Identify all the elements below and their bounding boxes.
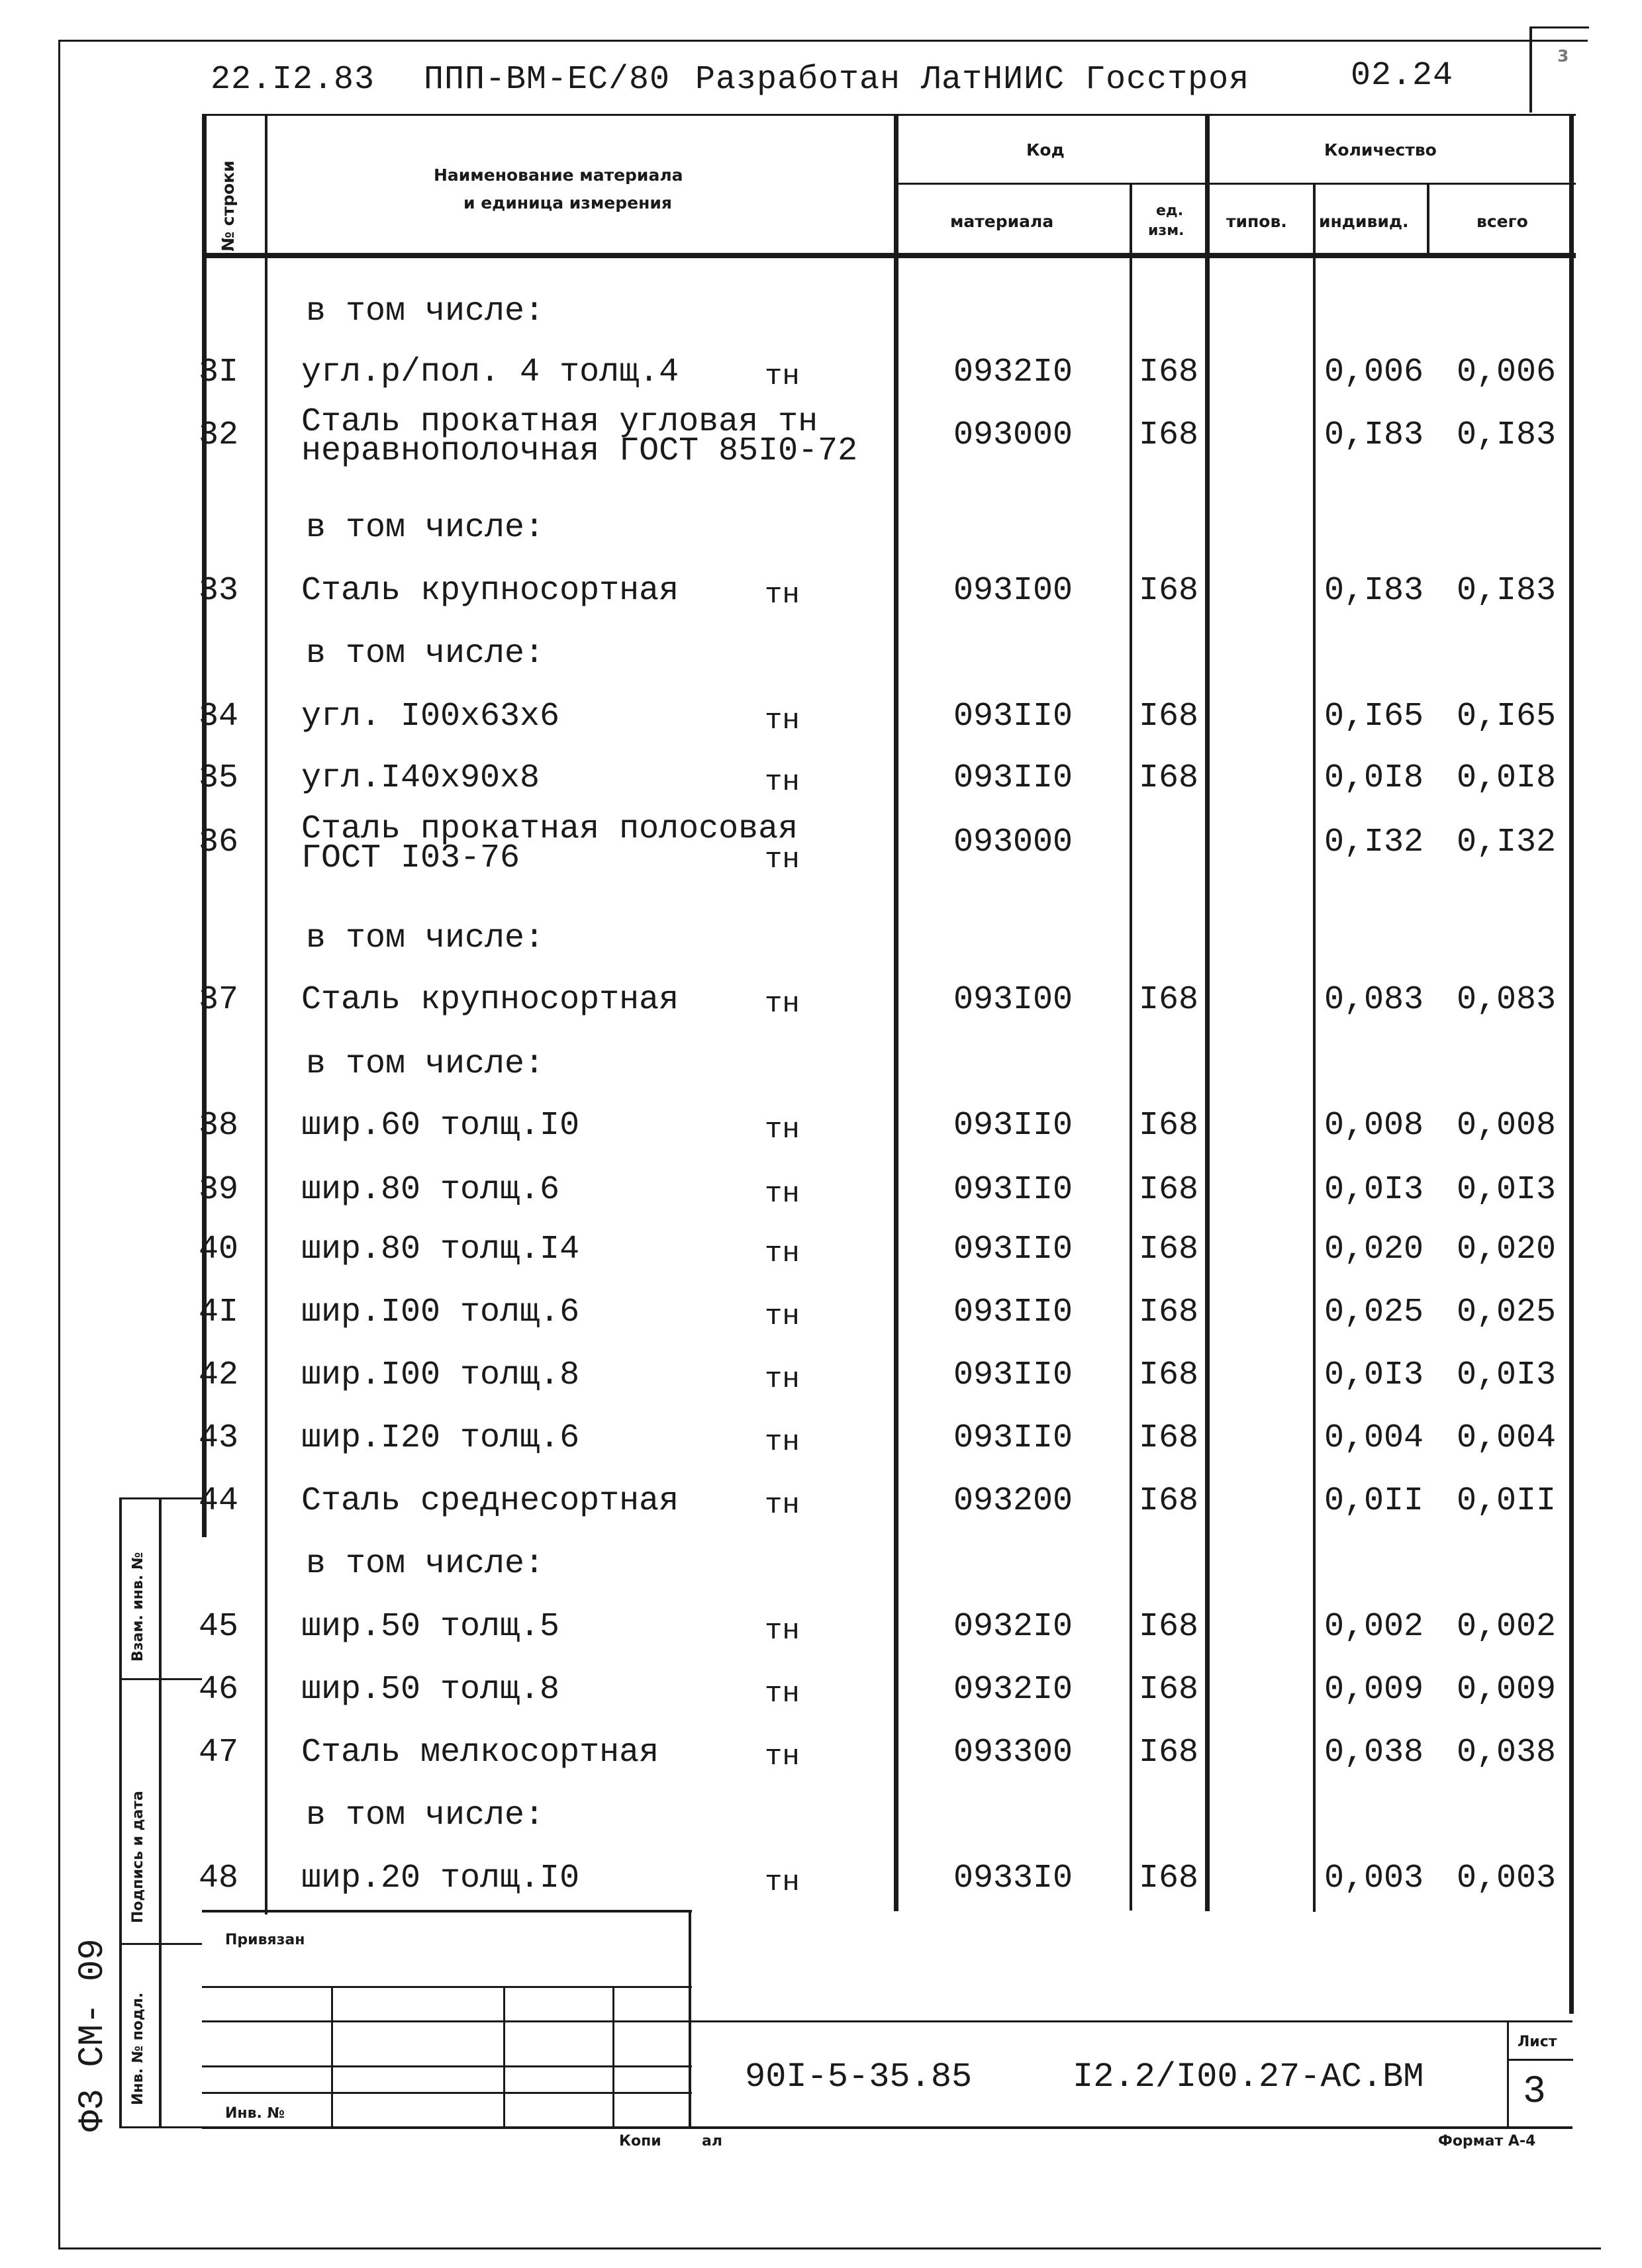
- row-material-name: Сталь прокатная угловая тн: [301, 403, 818, 441]
- row-material-code: 093II0: [953, 759, 1073, 797]
- stamp-row-2: [202, 2020, 1572, 2022]
- row-material-name: шир.80 толщ.6: [301, 1171, 560, 1209]
- table-row: [0, 1284, 1642, 1337]
- table-row: [0, 1662, 1642, 1715]
- table-row: [0, 1410, 1642, 1463]
- row-material-code: 093II0: [953, 1107, 1073, 1145]
- row-material-name: шир.I20 толщ.6: [301, 1419, 580, 1457]
- row-material-name: в том числе:: [306, 293, 545, 330]
- row-qty-total: 0,038: [1457, 1734, 1557, 1772]
- sidebar-border-left: [119, 1497, 122, 2126]
- row-qty-total: 0,0I3: [1457, 1356, 1557, 1394]
- row-material-code: 093I00: [953, 981, 1073, 1019]
- table-row: [0, 1599, 1642, 1652]
- header-name: Наименование материала: [434, 165, 683, 185]
- sidebar-top: [119, 1497, 202, 1499]
- row-qty-individual: 0,083: [1324, 981, 1424, 1019]
- row-material-name: в том числе:: [306, 920, 545, 957]
- table-row: [0, 810, 1642, 877]
- row-unit-code: I68: [1139, 1860, 1199, 1897]
- row-number: 36: [199, 824, 239, 861]
- row-unit-code: I68: [1139, 572, 1199, 610]
- stamp-col-3: [612, 1986, 614, 2126]
- row-qty-individual: 0,025: [1324, 1294, 1424, 1331]
- header-qty-group: Количество: [1324, 140, 1437, 160]
- table-row: [0, 1162, 1642, 1215]
- sheet-box-divider: [1507, 2059, 1573, 2061]
- row-material-code: 093II0: [953, 1171, 1073, 1209]
- row-unit: тн: [765, 704, 800, 737]
- row-material-name: в том числе:: [306, 1545, 545, 1583]
- row-number: 3I: [199, 354, 239, 391]
- row-unit-code: I68: [1139, 981, 1199, 1019]
- row-qty-individual: 0,I83: [1324, 572, 1424, 610]
- row-unit-code: I68: [1139, 1482, 1199, 1520]
- sidebar-vzam: Взам. инв. №: [130, 1552, 146, 1662]
- stamp-row-1: [202, 1986, 692, 1988]
- row-unit: тн: [765, 988, 800, 1021]
- row-unit: тн: [765, 1300, 800, 1333]
- sidebar-stamp: Ф3 СМ- 09: [73, 1938, 113, 2132]
- row-number: 47: [199, 1734, 239, 1772]
- corner-number: 3: [1557, 46, 1569, 66]
- row-unit: тн: [765, 843, 800, 876]
- row-unit-code: I68: [1139, 1294, 1199, 1331]
- table-row: [0, 1787, 1642, 1840]
- row-unit: тн: [765, 1363, 800, 1396]
- header-total: всего: [1476, 212, 1528, 231]
- row-material-code: 0932I0: [953, 1608, 1073, 1646]
- row-unit-code: I68: [1139, 1608, 1199, 1646]
- row-unit-code: I68: [1139, 416, 1199, 454]
- row-material-name: Сталь мелкосортная: [301, 1734, 659, 1772]
- table-row: [0, 1098, 1642, 1151]
- row-qty-total: 0,008: [1457, 1107, 1557, 1145]
- table-row: [0, 910, 1642, 963]
- header-mid-border: [895, 183, 1576, 185]
- row-qty-total: 0,003: [1457, 1860, 1557, 1897]
- row-unit: тн: [765, 1677, 800, 1711]
- row-qty-individual: 0,0I3: [1324, 1171, 1424, 1209]
- row-unit-code: I68: [1139, 698, 1199, 735]
- row-number: 4I: [199, 1294, 239, 1331]
- row-number: 42: [199, 1356, 239, 1394]
- row-qty-individual: 0,004: [1324, 1419, 1424, 1457]
- row-material-code: 0932I0: [953, 354, 1073, 391]
- row-unit-code: I68: [1139, 1671, 1199, 1709]
- row-material-name: шир.50 толщ.5: [301, 1608, 560, 1646]
- row-qty-individual: 0,0II: [1324, 1482, 1424, 1520]
- row-material-code: 093I00: [953, 572, 1073, 610]
- stamp-privyazan: Привязан: [225, 1932, 305, 1948]
- row-number: 39: [199, 1171, 239, 1209]
- row-material-name: шир.20 толщ.I0: [301, 1860, 580, 1897]
- header-row-no: № строки: [218, 160, 238, 252]
- row-material-name-continued: ГОСТ I03-76: [301, 839, 520, 877]
- table-row: [0, 1473, 1642, 1526]
- doc-mark: I2.2/I00.27-АС.ВМ: [1073, 2057, 1424, 2097]
- row-material-name: шир.60 толщ.I0: [301, 1107, 580, 1145]
- row-number: 48: [199, 1860, 239, 1897]
- corner-box-left: [1529, 26, 1532, 113]
- table-row: [0, 688, 1642, 741]
- header-code-group: Код: [1026, 140, 1065, 160]
- header-developer: Разработан ЛатНИИС Госстроя: [695, 61, 1250, 99]
- row-number: 43: [199, 1419, 239, 1457]
- table-row: [0, 1725, 1642, 1777]
- outer-frame-bottom: [58, 2247, 1601, 2249]
- row-number: 37: [199, 981, 239, 1019]
- table-row: [0, 500, 1642, 553]
- row-material-code: 093II0: [953, 698, 1073, 735]
- row-number: 46: [199, 1671, 239, 1709]
- row-number: 44: [199, 1482, 239, 1520]
- row-unit: тн: [765, 1866, 800, 1899]
- row-qty-total: 0,0I3: [1457, 1171, 1557, 1209]
- table-row: [0, 1347, 1642, 1400]
- header-code: ППП-ВМ-ЕС/80: [424, 61, 671, 99]
- row-material-name: Сталь среднесортная: [301, 1482, 679, 1520]
- row-material-code: 0932I0: [953, 1671, 1073, 1709]
- row-unit: тн: [765, 766, 800, 799]
- row-qty-individual: 0,I32: [1324, 824, 1424, 861]
- row-material-name: шир.I00 толщ.8: [301, 1356, 580, 1394]
- row-unit-code: I68: [1139, 1231, 1199, 1268]
- row-unit: тн: [765, 1615, 800, 1648]
- row-material-code: 093II0: [953, 1294, 1073, 1331]
- row-material-code: 093II0: [953, 1419, 1073, 1457]
- outer-frame-top: [58, 40, 1588, 42]
- table-row: [0, 1850, 1642, 1903]
- row-qty-total: 0,I32: [1457, 824, 1557, 861]
- row-unit: тн: [765, 1113, 800, 1147]
- doc-code: 90I-5-35.85: [745, 2057, 973, 2097]
- corner-box-top: [1529, 26, 1589, 28]
- sidebar-inv-podl: Инв. № подл.: [130, 1992, 146, 2105]
- row-unit-code: I68: [1139, 354, 1199, 391]
- sidebar-divider-1: [119, 1678, 202, 1680]
- row-unit: тн: [765, 360, 800, 393]
- row-material-code: 093II0: [953, 1356, 1073, 1394]
- row-number: 40: [199, 1231, 239, 1268]
- row-material-name: Сталь прокатная полосовая: [301, 810, 798, 848]
- stamp-row-4: [202, 2092, 692, 2094]
- row-qty-total: 0,020: [1457, 1231, 1557, 1268]
- row-qty-total: 0,006: [1457, 354, 1557, 391]
- row-qty-individual: 0,038: [1324, 1734, 1424, 1772]
- header-bottom-border: [202, 253, 1576, 258]
- row-material-code: 093II0: [953, 1231, 1073, 1268]
- row-qty-individual: 0,0I3: [1324, 1356, 1424, 1394]
- row-unit: тн: [765, 1237, 800, 1270]
- row-number: 35: [199, 759, 239, 797]
- table-row: [0, 344, 1642, 397]
- row-qty-total: 0,I65: [1457, 698, 1557, 735]
- sidebar-divider-2: [119, 1943, 202, 1945]
- row-material-name: в том числе:: [306, 1045, 545, 1083]
- table-row: [0, 972, 1642, 1025]
- row-material-name: в том числе:: [306, 509, 545, 547]
- row-material-name: в том числе:: [306, 635, 545, 673]
- table-row: [0, 563, 1642, 616]
- row-unit: тн: [765, 1740, 800, 1773]
- row-material-name: в том числе:: [306, 1797, 545, 1834]
- row-qty-individual: 0,I65: [1324, 698, 1424, 735]
- row-material-code: 0933I0: [953, 1860, 1073, 1897]
- row-material-code: 093000: [953, 416, 1073, 454]
- row-qty-individual: 0,008: [1324, 1107, 1424, 1145]
- sidebar-podpis: Подпись и дата: [130, 1791, 146, 1923]
- sheet-box-left: [1507, 2020, 1509, 2126]
- row-unit: тн: [765, 1426, 800, 1459]
- row-number: 38: [199, 1107, 239, 1145]
- header-material: материала: [950, 212, 1054, 231]
- stamp-top: [202, 1910, 692, 1913]
- sheet-number: 3: [1523, 2071, 1546, 2114]
- row-qty-individual: 0,0I8: [1324, 759, 1424, 797]
- header-unit-2: изм.: [1148, 222, 1184, 239]
- row-qty-total: 0,0II: [1457, 1482, 1557, 1520]
- sheet-label: Лист: [1518, 2034, 1557, 2050]
- row-number: 32: [199, 416, 239, 454]
- row-qty-total: 0,083: [1457, 981, 1557, 1019]
- row-unit-code: I68: [1139, 1734, 1199, 1772]
- row-qty-individual: 0,020: [1324, 1231, 1424, 1268]
- row-material-name: Сталь крупносортная: [301, 981, 679, 1019]
- row-unit-code: I68: [1139, 1356, 1199, 1394]
- table-row: [0, 1221, 1642, 1274]
- row-qty-total: 0,I83: [1457, 572, 1557, 610]
- row-number: 33: [199, 572, 239, 610]
- row-qty-individual: 0,003: [1324, 1860, 1424, 1897]
- row-material-name: шир.I00 толщ.6: [301, 1294, 580, 1331]
- row-qty-total: 0,009: [1457, 1671, 1557, 1709]
- stamp-row-3: [202, 2065, 692, 2067]
- row-material-name: шир.50 толщ.8: [301, 1671, 560, 1709]
- table-row: [0, 1536, 1642, 1589]
- table-row: [0, 626, 1642, 679]
- row-material-name-continued: неравнополочная ГОСТ 85I0-72: [301, 432, 858, 470]
- header-date: 22.I2.83: [211, 61, 375, 99]
- row-material-code: 093000: [953, 824, 1073, 861]
- table-row: [0, 1036, 1642, 1089]
- row-material-name: угл.р/пол. 4 толщ.4: [301, 354, 679, 391]
- row-qty-individual: 0,I83: [1324, 416, 1424, 454]
- row-unit-code: I68: [1139, 1171, 1199, 1209]
- sidebar-border-mid: [159, 1497, 162, 2126]
- row-number: 45: [199, 1608, 239, 1646]
- row-unit-code: I68: [1139, 1107, 1199, 1145]
- row-qty-total: 0,004: [1457, 1419, 1557, 1457]
- sidebar-bottom: [119, 2126, 202, 2128]
- row-unit: тн: [765, 1178, 800, 1211]
- row-unit-code: I68: [1139, 759, 1199, 797]
- row-qty-individual: 0,006: [1324, 354, 1424, 391]
- table-row: [0, 750, 1642, 803]
- row-qty-total: 0,I83: [1457, 416, 1557, 454]
- table-top-border: [202, 114, 1576, 116]
- table-row: [0, 283, 1642, 336]
- row-qty-total: 0,0I8: [1457, 759, 1557, 797]
- row-unit: тн: [765, 1489, 800, 1522]
- header-version: 02.24: [1351, 57, 1454, 95]
- header-typical: типов.: [1226, 212, 1287, 231]
- row-qty-total: 0,002: [1457, 1608, 1557, 1646]
- stamp-col-2: [503, 1986, 505, 2126]
- row-number: 34: [199, 698, 239, 735]
- row-unit-code: I68: [1139, 1419, 1199, 1457]
- row-material-name: угл. I00x63x6: [301, 698, 560, 735]
- header-unit-1: ед.: [1156, 203, 1184, 219]
- row-material-name: угл.I40x90x8: [301, 759, 540, 797]
- row-material-code: 093300: [953, 1734, 1073, 1772]
- stamp-bottom: [202, 2126, 1572, 2129]
- format-label: Формат А-4: [1438, 2133, 1536, 2150]
- col-divider-ind: [1427, 183, 1429, 253]
- row-material-code: 093200: [953, 1482, 1073, 1520]
- header-individual: индивид.: [1319, 212, 1409, 231]
- copied-label: Копи: [619, 2133, 661, 2150]
- row-qty-individual: 0,009: [1324, 1671, 1424, 1709]
- row-qty-individual: 0,002: [1324, 1608, 1424, 1646]
- row-material-name: Сталь крупносортная: [301, 572, 679, 610]
- stamp-col-1: [331, 1986, 333, 2126]
- stamp-inv-no: Инв. №: [225, 2105, 285, 2122]
- copied-label-2: ал: [702, 2133, 722, 2150]
- row-unit: тн: [765, 579, 800, 612]
- row-material-name: шир.80 толщ.I4: [301, 1231, 580, 1268]
- row-qty-total: 0,025: [1457, 1294, 1557, 1331]
- table-row: [0, 403, 1642, 470]
- header-name-2: и единица измерения: [463, 193, 672, 213]
